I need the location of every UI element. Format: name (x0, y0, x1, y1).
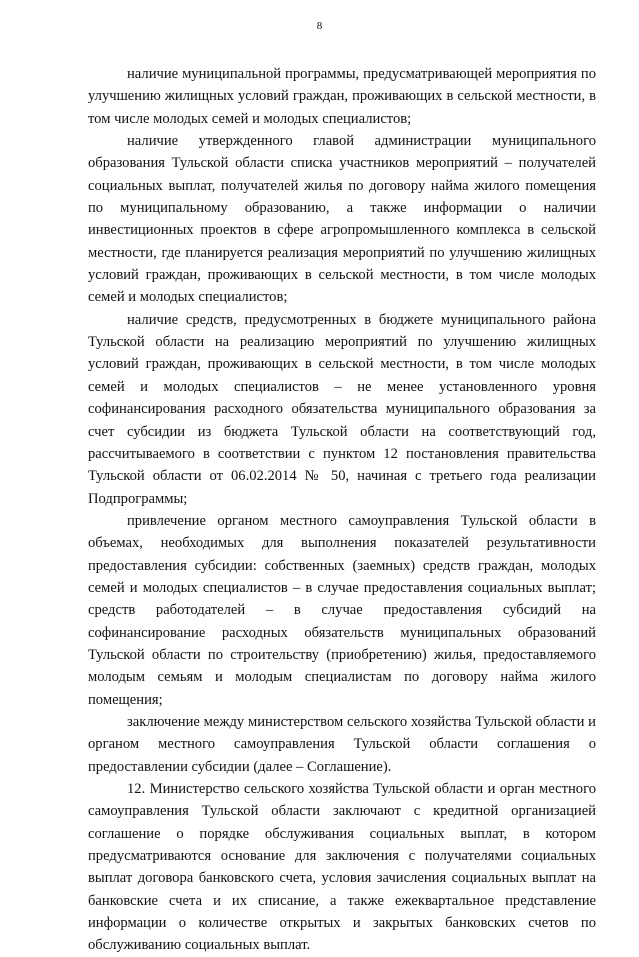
page-number: 8 (316, 20, 323, 32)
paragraph-budget-funds: наличие средств, предусмотренных в бюджете муниципального района Тульской области на реализацию мероприятий по улучшению жилищных условий граждан, проживающих в сельской местности, в том числе молодых семей и молодых специалистов – не менее установленного уровня софинансирования расходного обязательства муниципального образования за счет субсидии из бюджета Тульской области на соответствующий год, рассчитываемого в соответствии с пунктом 12 постановления правительства Тульской области от 06.02.2014 № 50, начиная с третьего года реализации Подпрограммы; (88, 311, 596, 507)
paragraph-item-12: 12. Министерство сельского хозяйства Тульской области и орган местного самоуправления Тульской области заключают с кредитной организацией соглашение о порядке обслуживания социальных выплат, в котором предусматриваются основание для заключения с получателями социальных выплат договора банковского счета, условия зачисления социальных выплат на банковские счета и их списание, а также ежеквартальное представление информации о количестве открытых и закрытых банковских счетов по обслуживанию социальных выплат. (88, 781, 596, 954)
document-body (88, 63, 596, 957)
paragraph-municipal-program: наличие муниципальной программы, предусматривающей мероприятия по улучшению жилищных условий граждан, проживающих в сельской местности, в том числе молодых семей и молодых специалистов; (88, 66, 596, 127)
paragraph-agreement: заключение между министерством сельского хозяйства Тульской области и органом местного самоуправления Тульской области соглашения о предоставлении субсидии (далее – Соглашение). (88, 713, 596, 775)
paragraph-participants-list: наличие утвержденного главой администрации муниципального образования Тульской области списка участников мероприятий – получателей социальных выплат, получателей жилья по договору найма жилого помещения по муниципальному образованию, а также информации о наличии инвестиционных проектов в сфере агропромышленного комплекса в сельской местности, где планируется реализация мероприятий по улучшению жилищных условий граждан, проживающих в сельской местности, в том числе молодых семей и молодых специалистов; (88, 133, 596, 306)
paragraph-attraction-of-funds: привлечение органом местного самоуправления Тульской области в объемах, необходимых для выполнения показателей результативности предоставления субсидии: собственных (заемных) средств граждан, молодых семей и молодых специалистов – в случае предоставления социальных выплат; средств работодателей – в случае предоставления субсидий на софинансирование расходных обязательств муниципальных образований Тульской области по строительству (приобретению) жилья, предоставляемого молодым семьям и молодым специалистам по договору найма жилого помещения; (88, 512, 596, 708)
